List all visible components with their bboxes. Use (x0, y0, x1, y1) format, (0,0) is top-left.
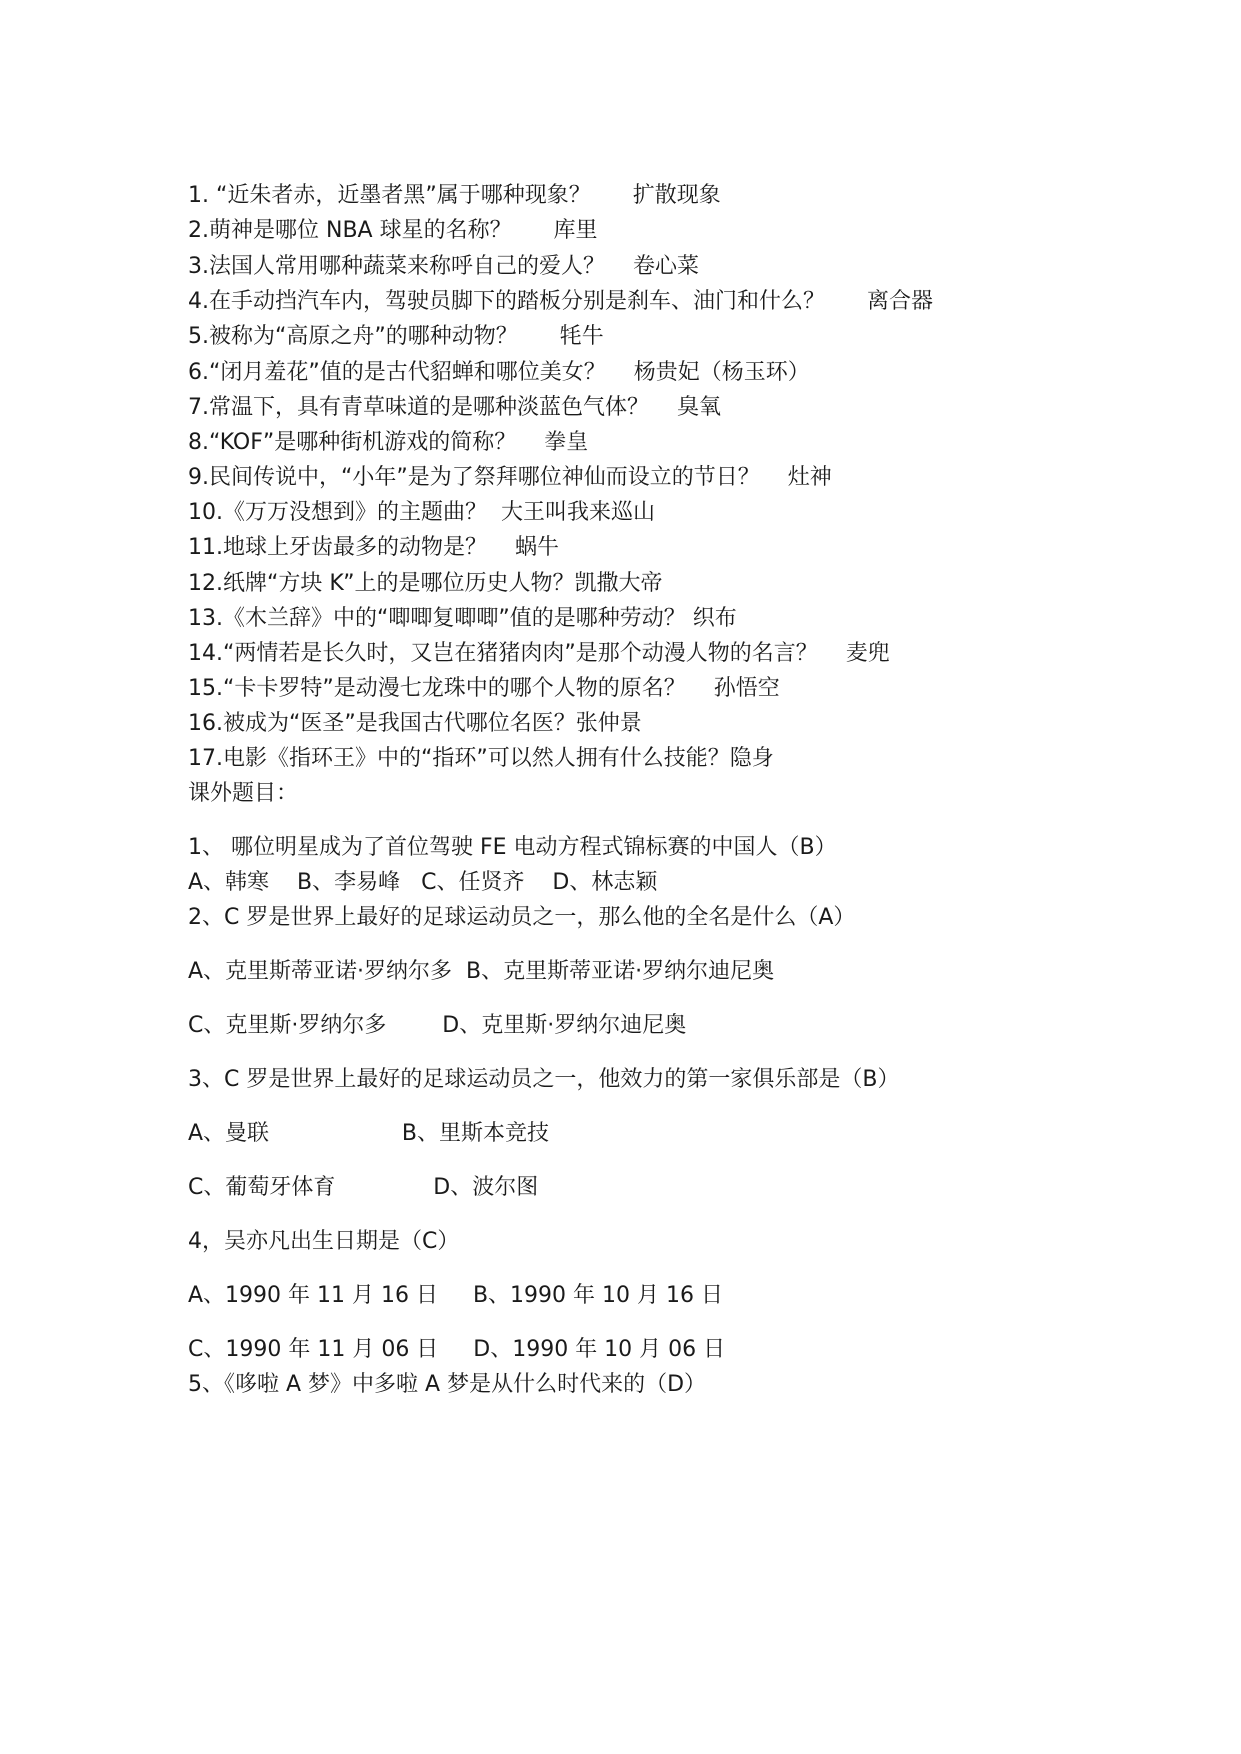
quiz-item-15: 15.“卡卡罗特”是动漫七龙珠中的哪个人物的原名？ 孙悟空 (188, 676, 780, 701)
extra-options-3b: C、葡萄牙体育 D、波尔图 (188, 1175, 539, 1200)
extra-question-2: 2、C 罗是世界上最好的足球运动员之一，那么他的全名是什么（A） (188, 905, 856, 930)
quiz-item-4: 4.在手动挡汽车内，驾驶员脚下的踏板分别是刹车、油门和什么？ 离合器 (188, 289, 933, 314)
quiz-item-16: 16.被成为“医圣”是我国古代哪位名医？张仲景 (188, 711, 642, 736)
quiz-item-14: 14.“两情若是长久时，又岂在猪猪肉肉”是那个动漫人物的名言？ 麦兜 (188, 641, 890, 666)
quiz-item-5: 5.被称为“高原之舟”的哪种动物？ 牦牛 (188, 324, 604, 349)
extra-options-4b: C、1990 年 11 月 06 日 D、1990 年 10 月 06 日 (188, 1337, 726, 1362)
quiz-item-12: 12.纸牌“方块 K”上的是哪位历史人物？凯撒大帝 (188, 571, 663, 596)
quiz-item-7: 7.常温下，具有青草味道的是哪种淡蓝色气体？ 臭氧 (188, 395, 721, 420)
extra-options-2a: A、克里斯蒂亚诺·罗纳尔多 B、克里斯蒂亚诺·罗纳尔迪尼奥 (188, 959, 775, 984)
quiz-item-9: 9.民间传说中，“小年”是为了祭拜哪位神仙而设立的节日？ 灶神 (188, 465, 832, 490)
quiz-item-3: 3.法国人常用哪种蔬菜来称呼自己的爱人？ 卷心菜 (188, 254, 699, 279)
extra-question-4: 4，吴亦凡出生日期是（C） (188, 1229, 460, 1254)
quiz-item-8: 8.“KOF”是哪种街机游戏的简称？ 拳皇 (188, 430, 589, 455)
quiz-item-17: 17.电影《指环王》中的“指环”可以然人拥有什么技能？隐身 (188, 746, 774, 771)
extra-options-4a: A、1990 年 11 月 16 日 B、1990 年 10 月 16 日 (188, 1283, 723, 1308)
quiz-item-10: 10.《万万没想到》的主题曲？ 大王叫我来巡山 (188, 500, 655, 525)
quiz-item-11: 11.地球上牙齿最多的动物是？ 蜗牛 (188, 535, 559, 560)
extra-options-3a: A、曼联 B、里斯本竞技 (188, 1121, 550, 1146)
quiz-item-1: 1. “近朱者赤，近墨者黑”属于哪种现象？ 扩散现象 (188, 183, 721, 208)
extra-question-3: 3、C 罗是世界上最好的足球运动员之一，他效力的第一家俱乐部是（B） (188, 1067, 900, 1092)
extra-options-1: A、韩寒 B、李易峰 C、任贤齐 D、林志颖 (188, 870, 658, 895)
extra-question-1: 1、 哪位明星成为了首位驾驶 FE 电动方程式锦标赛的中国人（B） (188, 835, 837, 860)
quiz-item-2: 2.萌神是哪位 NBA 球星的名称？ 库里 (188, 218, 598, 243)
extra-question-5: 5、《哆啦 A 梦》中多啦 A 梦是从什么时代来的（D） (188, 1372, 707, 1397)
quiz-item-6: 6.“闭月羞花”值的是古代貂蝉和哪位美女？ 杨贵妃（杨玉环） (188, 360, 810, 385)
quiz-item-13: 13.《木兰辞》中的“唧唧复唧唧”值的是哪种劳动？ 织布 (188, 606, 737, 631)
extra-heading: 课外题目： (188, 781, 299, 806)
extra-options-2b: C、克里斯·罗纳尔多 D、克里斯·罗纳尔迪尼奥 (188, 1013, 687, 1038)
